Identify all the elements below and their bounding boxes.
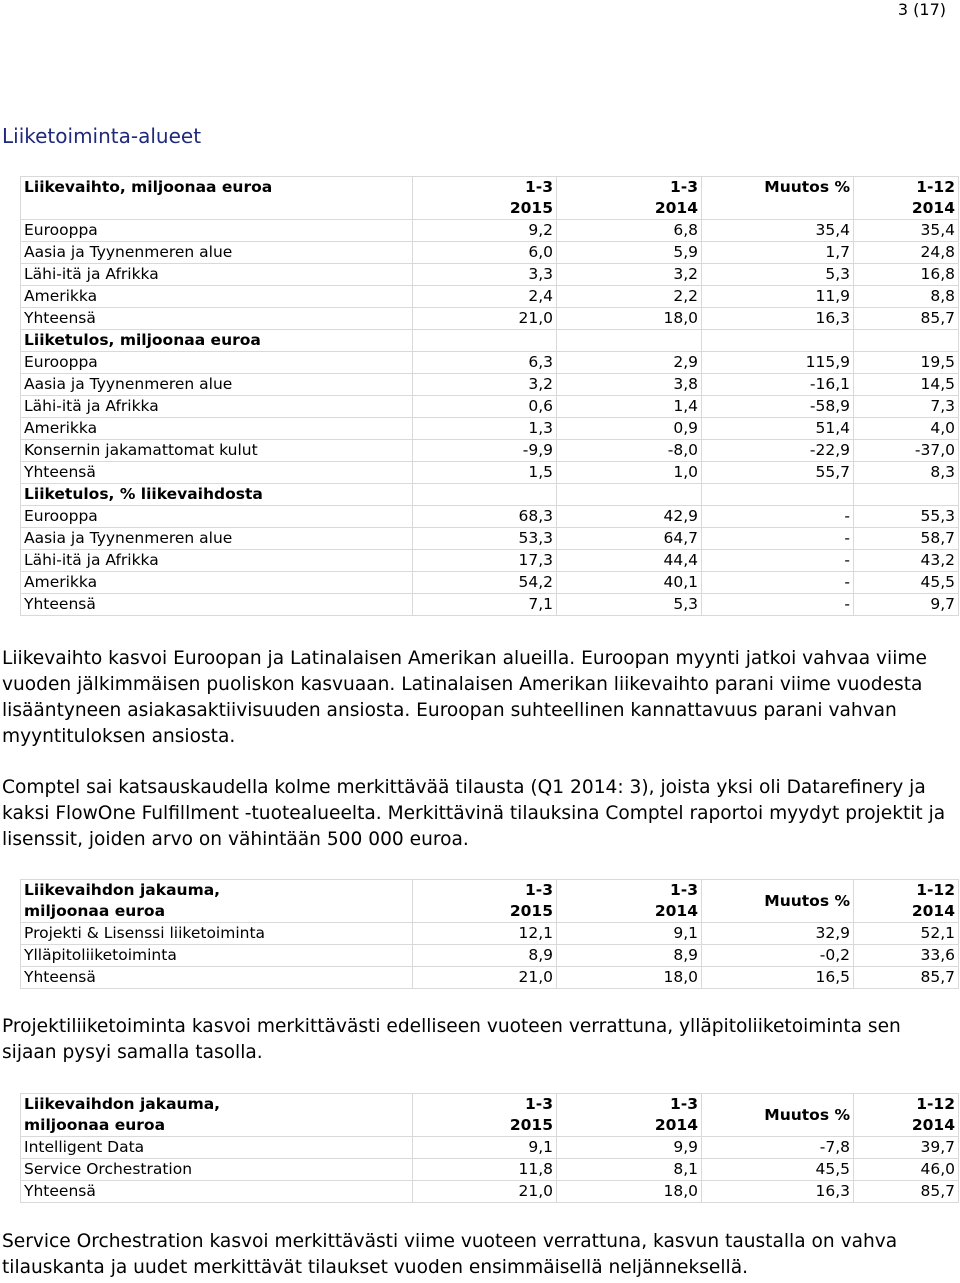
table-row <box>21 308 959 330</box>
table-cell <box>702 484 854 506</box>
table-cell: 1,5 <box>413 462 557 484</box>
table-cell: -7,8 <box>702 1137 854 1159</box>
row-label: Aasia ja Tyynenmeren alue <box>21 242 413 264</box>
table-cell: 16,3 <box>702 308 854 330</box>
table-cell: 58,7 <box>854 528 959 550</box>
table-cell: 8,8 <box>854 286 959 308</box>
table-row <box>21 484 959 506</box>
table-cell: 5,3 <box>702 264 854 286</box>
table-cell: 115,9 <box>702 352 854 374</box>
table-cell: 21,0 <box>413 1181 557 1203</box>
table-cell: 17,3 <box>413 550 557 572</box>
table-cell: 44,4 <box>557 550 702 572</box>
table-cell: 35,4 <box>854 220 959 242</box>
table-cell: 7,3 <box>854 396 959 418</box>
table-cell: 11,8 <box>413 1159 557 1181</box>
row-label: Liiketulos, miljoonaa euroa <box>21 330 413 352</box>
header-label: Liikevaihto, miljoonaa euroa <box>21 177 413 220</box>
table-cell: 24,8 <box>854 242 959 264</box>
table-cell: 85,7 <box>854 1181 959 1203</box>
row-label: Amerikka <box>21 572 413 594</box>
table-header-row <box>21 177 959 220</box>
header-col-fy-2014: 1-12 2014 <box>854 880 959 923</box>
table-cell <box>557 484 702 506</box>
table-cell: 0,9 <box>557 418 702 440</box>
header-col-q1-2015: 1-3 2015 <box>413 177 557 220</box>
table-cell: 2,2 <box>557 286 702 308</box>
table-cell: 6,3 <box>413 352 557 374</box>
table-cell <box>413 330 557 352</box>
row-label: Eurooppa <box>21 352 413 374</box>
table-cell: - <box>702 506 854 528</box>
table-cell: 32,9 <box>702 923 854 945</box>
table-cell: -8,0 <box>557 440 702 462</box>
table-cell: 16,3 <box>702 1181 854 1203</box>
row-label: Projekti & Lisenssi liiketoiminta <box>21 923 413 945</box>
table-cell: 18,0 <box>557 967 702 989</box>
table-cell: - <box>702 572 854 594</box>
segment-table <box>20 176 959 616</box>
table-cell: 14,5 <box>854 374 959 396</box>
row-label: Amerikka <box>21 418 413 440</box>
table-cell: 64,7 <box>557 528 702 550</box>
table-row <box>21 1137 959 1159</box>
table-cell: 21,0 <box>413 967 557 989</box>
row-label: Eurooppa <box>21 220 413 242</box>
table-cell: 3,3 <box>413 264 557 286</box>
table-cell: 43,2 <box>854 550 959 572</box>
header-col-fy-2014: 1-12 2014 <box>854 177 959 220</box>
header-col-change: Muutos % <box>702 177 854 220</box>
table-cell: -37,0 <box>854 440 959 462</box>
row-label: Liiketulos, % liikevaihdosta <box>21 484 413 506</box>
table-row <box>21 550 959 572</box>
table-cell: 39,7 <box>854 1137 959 1159</box>
row-label: Aasia ja Tyynenmeren alue <box>21 374 413 396</box>
row-label: Eurooppa <box>21 506 413 528</box>
row-label: Yhteensä <box>21 967 413 989</box>
table-cell: 6,8 <box>557 220 702 242</box>
row-label: Lähi-itä ja Afrikka <box>21 550 413 572</box>
table-cell: -0,2 <box>702 945 854 967</box>
row-label: Service Orchestration <box>21 1159 413 1181</box>
table-cell: 21,0 <box>413 308 557 330</box>
table-cell: 8,1 <box>557 1159 702 1181</box>
page-number: 3 (17) <box>897 0 946 19</box>
table-row <box>21 1159 959 1181</box>
table-cell: -22,9 <box>702 440 854 462</box>
table-cell: 33,6 <box>854 945 959 967</box>
row-label: Lähi-itä ja Afrikka <box>21 396 413 418</box>
table-cell: 4,0 <box>854 418 959 440</box>
table-cell: - <box>702 594 854 616</box>
table-cell: -9,9 <box>413 440 557 462</box>
paragraph-orders: Comptel sai katsauskaudella kolme merkittävää tilausta (Q1 2014: 3), joista yksi oli Datarefinery ja kaksi FlowOne Fulfillment -tuotealueelta. Merkittävinä tilauksina Comptel raportoi myydyt projektit ja lisenssit, joiden arvo on vähintään 500 000 euroa. <box>2 777 946 850</box>
header-col-change: Muutos % <box>702 1094 854 1137</box>
table-cell: 9,7 <box>854 594 959 616</box>
table-row <box>21 264 959 286</box>
row-label: Konsernin jakamattomat kulut <box>21 440 413 462</box>
header-col-fy-2014: 1-12 2014 <box>854 1094 959 1137</box>
table-row <box>21 1181 959 1203</box>
table-row <box>21 594 959 616</box>
table-cell: 16,8 <box>854 264 959 286</box>
section-heading: Liiketoiminta-alueet <box>2 124 202 148</box>
revenue-split-table <box>20 879 959 989</box>
header-label: Liikevaihdon jakauma, miljoonaa euroa <box>21 1094 413 1137</box>
row-label: Yhteensä <box>21 594 413 616</box>
table-row <box>21 572 959 594</box>
table-cell <box>557 330 702 352</box>
header-col-q1-2014: 1-3 2014 <box>557 880 702 923</box>
table-cell: - <box>702 528 854 550</box>
row-label: Amerikka <box>21 286 413 308</box>
paragraph-segments: Liikevaihto kasvoi Euroopan ja Latinalaisen Amerikan alueilla. Euroopan myynti jatkoi vahvaa viime vuoden jälkimmäisen puoliskon kasvuaan. Latinalaisen Amerikan liikevaihto parani viime vuodesta lisääntyneen asiakasaktiivisuuden ansiosta. Euroopan suhteellinen kannattavuus parani vahvan myyntituloksen ansiosta. <box>2 648 927 747</box>
table-row <box>21 374 959 396</box>
table-cell: 12,1 <box>413 923 557 945</box>
table-cell: 1,0 <box>557 462 702 484</box>
table-row <box>21 506 959 528</box>
table-cell: 55,7 <box>702 462 854 484</box>
header-col-q1-2015: 1-3 2015 <box>413 880 557 923</box>
table-row <box>21 242 959 264</box>
row-label: Aasia ja Tyynenmeren alue <box>21 528 413 550</box>
table-row <box>21 396 959 418</box>
table-row <box>21 528 959 550</box>
table-cell <box>702 330 854 352</box>
table-cell: 52,1 <box>854 923 959 945</box>
table-cell: 6,0 <box>413 242 557 264</box>
table-row <box>21 945 959 967</box>
table-cell: 53,3 <box>413 528 557 550</box>
table-cell: 9,1 <box>413 1137 557 1159</box>
table-row <box>21 286 959 308</box>
table-cell: 9,1 <box>557 923 702 945</box>
table-cell: 85,7 <box>854 967 959 989</box>
table-row <box>21 462 959 484</box>
table-cell: 35,4 <box>702 220 854 242</box>
header-col-change: Muutos % <box>702 880 854 923</box>
table-cell: -16,1 <box>702 374 854 396</box>
table-cell: 5,9 <box>557 242 702 264</box>
table-row <box>21 440 959 462</box>
header-col-q1-2014: 1-3 2014 <box>557 1094 702 1137</box>
table-cell: 7,1 <box>413 594 557 616</box>
table-cell: 9,2 <box>413 220 557 242</box>
table-cell: 18,0 <box>557 1181 702 1203</box>
table-cell: 85,7 <box>854 308 959 330</box>
table-cell: 1,4 <box>557 396 702 418</box>
table-cell: 68,3 <box>413 506 557 528</box>
table-cell: 18,0 <box>557 308 702 330</box>
table-cell: 2,4 <box>413 286 557 308</box>
table-header-row <box>21 880 959 923</box>
table-header-row <box>21 1094 959 1137</box>
table-cell: 16,5 <box>702 967 854 989</box>
product-split-table <box>20 1093 959 1203</box>
table-cell: 55,3 <box>854 506 959 528</box>
table-cell: 46,0 <box>854 1159 959 1181</box>
row-label: Intelligent Data <box>21 1137 413 1159</box>
table-cell: 2,9 <box>557 352 702 374</box>
table-cell <box>854 330 959 352</box>
header-label: Liikevaihdon jakauma, miljoonaa euroa <box>21 880 413 923</box>
table-row <box>21 220 959 242</box>
row-label: Yhteensä <box>21 462 413 484</box>
table-row <box>21 330 959 352</box>
table-cell: 5,3 <box>557 594 702 616</box>
table-row <box>21 418 959 440</box>
row-label: Lähi-itä ja Afrikka <box>21 264 413 286</box>
table-cell: 1,3 <box>413 418 557 440</box>
row-label: Yhteensä <box>21 1181 413 1203</box>
table-row <box>21 923 959 945</box>
table-cell: 51,4 <box>702 418 854 440</box>
table-cell: 8,9 <box>413 945 557 967</box>
row-label: Yhteensä <box>21 308 413 330</box>
table-cell: 0,6 <box>413 396 557 418</box>
table-cell: -58,9 <box>702 396 854 418</box>
table-cell: 3,2 <box>557 264 702 286</box>
table-cell: 3,8 <box>557 374 702 396</box>
table-cell: - <box>702 550 854 572</box>
table-cell: 19,5 <box>854 352 959 374</box>
table-cell: 40,1 <box>557 572 702 594</box>
table-cell: 8,9 <box>557 945 702 967</box>
table-cell: 8,3 <box>854 462 959 484</box>
table-row <box>21 967 959 989</box>
table-cell: 9,9 <box>557 1137 702 1159</box>
table-cell: 11,9 <box>702 286 854 308</box>
row-label: Ylläpitoliiketoiminta <box>21 945 413 967</box>
paragraph-project-business: Projektiliiketoiminta kasvoi merkittävästi edelliseen vuoteen verrattuna, ylläpitoliiketoiminta sen sijaan pysyi samalla tasolla. <box>2 1016 901 1063</box>
table-cell: 42,9 <box>557 506 702 528</box>
table-cell <box>854 484 959 506</box>
table-cell: 3,2 <box>413 374 557 396</box>
table-cell: 45,5 <box>702 1159 854 1181</box>
table-cell: 1,7 <box>702 242 854 264</box>
header-col-q1-2014: 1-3 2014 <box>557 177 702 220</box>
paragraph-service-orchestration: Service Orchestration kasvoi merkittävästi viime vuoteen verrattuna, kasvun taustalla on vahva tilauskanta ja uudet merkittävät tilaukset vuoden ensimmäisellä neljänneksellä. <box>2 1231 898 1278</box>
table-cell: 54,2 <box>413 572 557 594</box>
table-cell <box>413 484 557 506</box>
table-row <box>21 352 959 374</box>
header-col-q1-2015: 1-3 2015 <box>413 1094 557 1137</box>
table-cell: 45,5 <box>854 572 959 594</box>
